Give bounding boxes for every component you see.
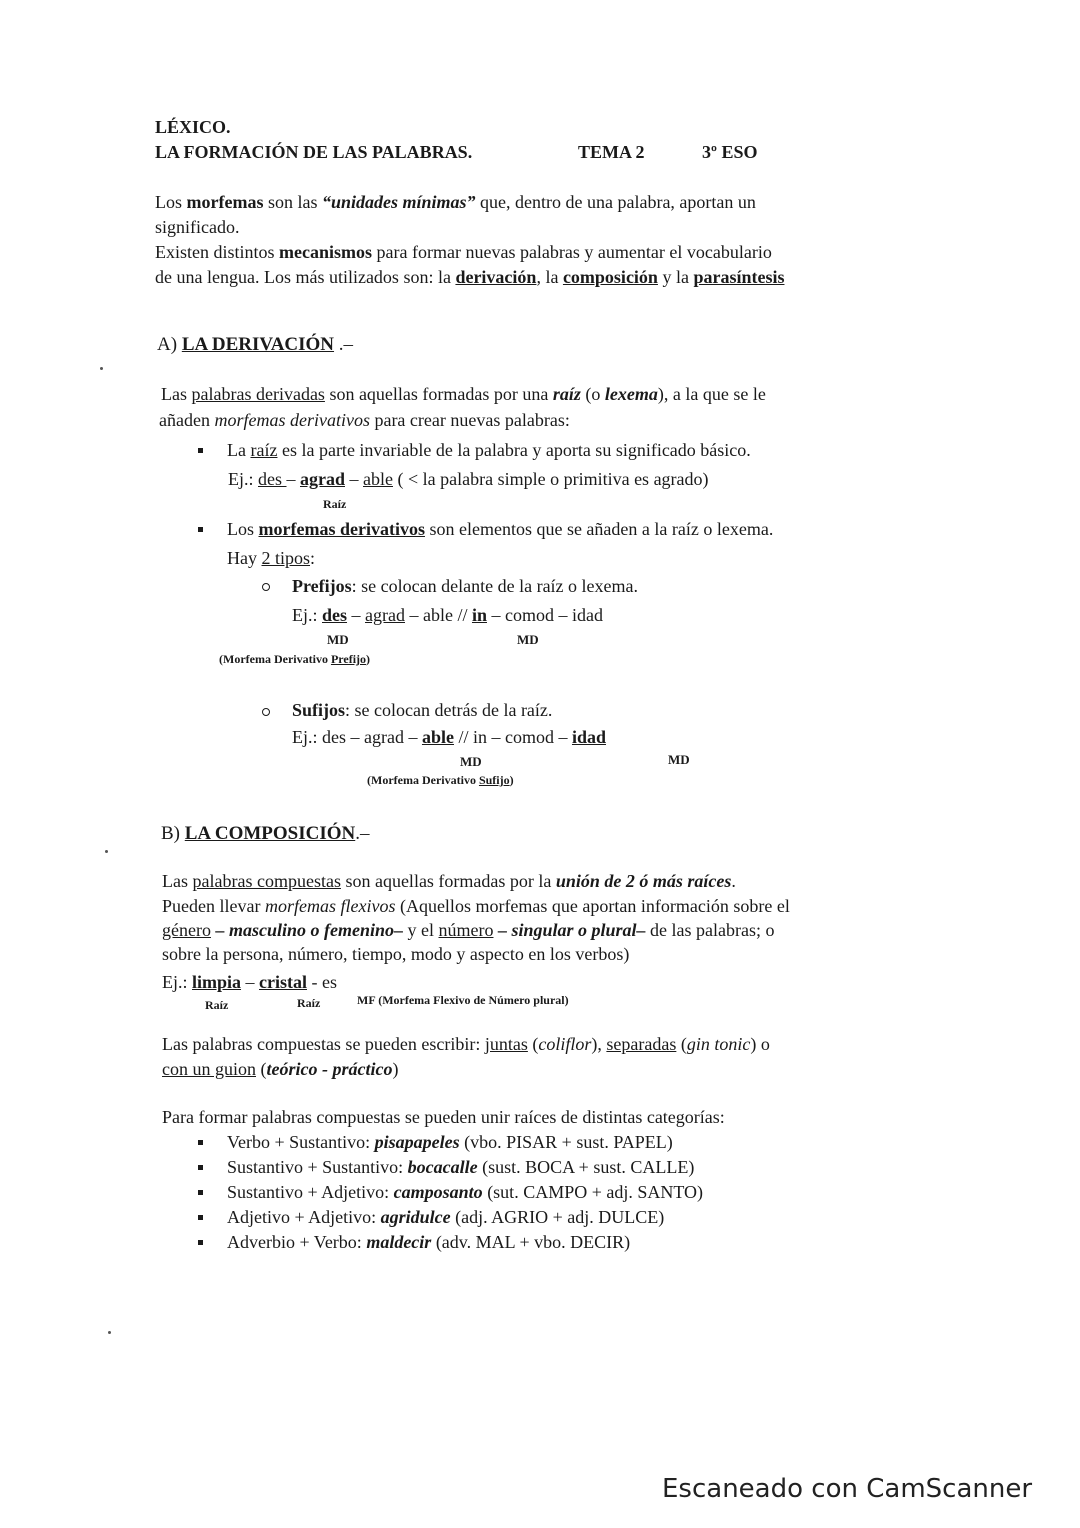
circle-bullet-icon	[262, 583, 270, 591]
intro-line-4: de una lengua. Los más utilizados son: la derivación, la composición y la parasíntesis	[155, 267, 785, 287]
example-composicion: Ej.: limpia – cristal - es	[162, 972, 337, 992]
list-item: Sustantivo + Sustantivo: bocacalle (sust. BOCA + sust. CALLE)	[227, 1157, 695, 1177]
bullet-icon	[198, 1240, 203, 1245]
list-item: Adverbio + Verbo: maldecir (adv. MAL + vbo. DECIR)	[227, 1232, 631, 1252]
scan-speck	[108, 1331, 111, 1334]
label-md: MD	[460, 754, 482, 769]
bullet-icon	[198, 448, 203, 453]
label-raiz: Raíz	[205, 998, 229, 1012]
bullet-icon	[198, 527, 203, 532]
sufijos-definition: Sufijos: se colocan detrás de la raíz.	[292, 700, 553, 720]
section-heading-derivacion: A) LA DERIVACIÓN .–	[157, 334, 354, 355]
composicion-line-4: sobre la persona, número, tiempo, modo y aspecto en los verbos)	[162, 944, 630, 964]
doc-subtitle: LA FORMACIÓN DE LAS PALABRAS.	[155, 142, 473, 162]
scan-speck	[105, 850, 108, 853]
list-item: Sustantivo + Adjetivo: camposanto (sut. CAMPO + adj. SANTO)	[227, 1182, 704, 1202]
label-md: MD	[327, 632, 349, 647]
tipos-line: Hay 2 tipos:	[227, 548, 316, 568]
course-label: 3º ESO	[702, 142, 758, 162]
tema-label: TEMA 2	[578, 142, 645, 162]
composicion-line-2: Pueden llevar morfemas flexivos (Aquellos morfemas que aportan información sobre el	[162, 896, 790, 916]
prefijos-definition: Prefijos: se colocan delante de la raíz o lexema.	[292, 576, 639, 596]
label-md: MD	[668, 752, 690, 767]
bullet-icon	[198, 1215, 203, 1220]
md-definition: Los morfemas derivativos son elementos que se añaden a la raíz o lexema.	[227, 519, 774, 539]
intro-line-2: significado.	[155, 217, 240, 237]
example-prefijos: Ej.: des – agrad – able // in – comod – idad	[292, 605, 603, 625]
label-raiz: Raíz	[323, 497, 347, 511]
section-heading-composicion: B) LA COMPOSICIÓN.–	[161, 823, 370, 844]
bullet-icon	[198, 1140, 203, 1145]
bullet-icon	[198, 1190, 203, 1195]
list-item: Adjetivo + Adjetivo: agridulce (adj. AGRIO + adj. DULCE)	[227, 1207, 665, 1227]
example-sufijos: Ej.: des – agrad – able // in – comod – idad	[292, 727, 607, 747]
note-sufijo: (Morfema Derivativo Sufijo)	[367, 773, 514, 787]
note-prefijo: (Morfema Derivativo Prefijo)	[219, 652, 371, 666]
intro-line-3: Existen distintos mecanismos para formar nuevas palabras y aumentar el vocabulario	[155, 242, 772, 262]
doc-title: LÉXICO.	[155, 117, 231, 137]
intro-line-1: Los morfemas son las “unidades mínimas” que, dentro de una palabra, aportan un	[155, 192, 756, 212]
example-raiz: Ej.: des – agrad – able ( < la palabra simple o primitiva es agrado)	[228, 469, 709, 489]
derivacion-line-2: añaden morfemas derivativos para crear nuevas palabras:	[159, 410, 570, 430]
scan-speck	[100, 367, 103, 370]
composicion-line-3: género – masculino o femenino– y el número – singular o plural– de las palabras; o	[162, 920, 775, 940]
escritura-line-2: con un guion (teórico - práctico)	[162, 1059, 399, 1079]
raiz-definition: La raíz es la parte invariable de la palabra y aporta su significado básico.	[227, 440, 751, 460]
label-mf: MF (Morfema Flexivo de Número plural)	[357, 993, 569, 1007]
label-md: MD	[517, 632, 539, 647]
camscanner-watermark: Escaneado con CamScanner	[662, 1474, 1033, 1504]
composicion-line-1: Las palabras compuestas son aquellas formadas por la unión de 2 ó más raíces.	[162, 871, 736, 891]
categorias-intro: Para formar palabras compuestas se pueden unir raíces de distintas categorías:	[162, 1107, 725, 1127]
circle-bullet-icon	[262, 708, 270, 716]
label-raiz: Raíz	[297, 996, 321, 1010]
derivacion-line-1: Las palabras derivadas son aquellas formadas por una raíz (o lexema), a la que se le	[161, 384, 766, 404]
list-item: Verbo + Sustantivo: pisapapeles (vbo. PISAR + sust. PAPEL)	[227, 1132, 673, 1152]
escritura-line-1: Las palabras compuestas se pueden escribir: juntas (coliflor), separadas (gin tonic) o	[162, 1034, 770, 1054]
bullet-icon	[198, 1165, 203, 1170]
